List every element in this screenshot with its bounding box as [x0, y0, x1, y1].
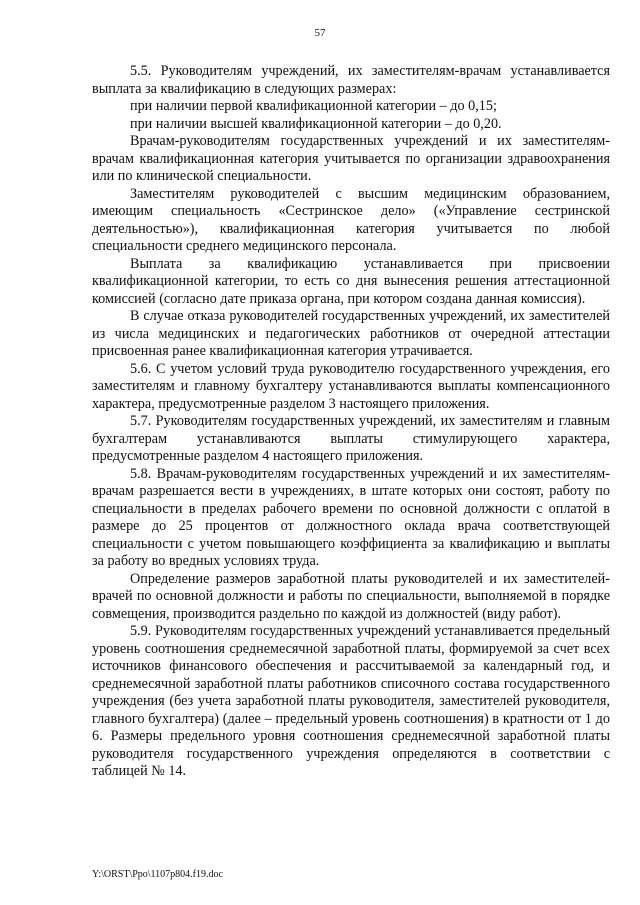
paragraph-5-9: 5.9. Руководителям государственных учреждений устанавливается предельный уровень соотношения среднемесячной заработной платы, формируемой за счет всех источников финансового обеспечения и рассчитываемой за календарный год, и среднемесячной заработной платы работников списочного состава государственного учреждения (без учета заработной платы руководителя, заместителей руководителя, главного бухгалтера) (далее – предельный уровень соотношения) в кратности от 1 до 6. Размеры предельного уровня соотношения среднемесячной заработной платы руководителя государственного учреждения определяются в соответствии с таблицей № 14. [92, 623, 610, 779]
paragraph-salary-determination: Определение размеров заработной платы руководителей и их заместителей-врачей по основной должности и работы по специальности, выполняемой в порядке совмещения, производится раздельно по каждой из должностей (виду работ). [92, 570, 610, 622]
paragraph-doctors-heads: Врачам-руководителям государственных учреждений и их заместителям-врачам квалификационная категория учитывается по организации здравоохранения или по клинической специальности. [92, 133, 610, 184]
paragraph-highest-category: при наличии высшей квалификационной категории – до 0,20. [130, 115, 502, 132]
paragraph-5-7: 5.7. Руководителям государственных учреждений, их заместителям и главным бухгалтерам устанавливаются выплаты стимулирующего характера, предусмотренные разделом 4 настоящего приложения. [92, 413, 610, 464]
file-path-footer: Y:\ORST\Ppo\1107p804.f19.doc [92, 869, 223, 880]
paragraph-deputies-nursing: Заместителям руководителей с высшим медицинским образованием, имеющим специальность «Сестринское дело» («Управление сестринской деятельностью»), квалификационная категория учитывается по любой специальности среднего медицинского персонала. [92, 185, 610, 254]
paragraph-5-8: 5.8. Врачам-руководителям государственных учреждений и их заместителям-врачам разрешается вести в учреждениях, в штате которых они состоят, работу по специальности в пределах рабочего времени по основной должности с оплатой в размере до 25 процентов от должностного оклада врача соответствующей специальности с учетом повышающего коэффициента за квалификацию и выплаты за работу во вредных условиях труда. [92, 465, 610, 569]
document-body [92, 63, 610, 781]
paragraph-qualification-payment: Выплата за квалификацию устанавливается при присвоении квалификационной категории, то есть со дня вынесения решения аттестационной комиссией (согласно дате приказа органа, при котором создана данная комиссия). [92, 255, 610, 307]
paragraph-refusal-attestation: В случае отказа руководителей государственных учреждений, их заместителей из числа медицинских и педагогических работников от очередной аттестации присвоенная ранее квалификационная категория утрачивается. [92, 308, 610, 359]
paragraph-5-5: 5.5. Руководителям учреждений, их заместителям-врачам устанавливается выплата за квалификацию в следующих размерах: [92, 63, 610, 97]
paragraph-first-category: при наличии первой квалификационной категории – до 0,15; [130, 98, 497, 114]
paragraph-5-6: 5.6. С учетом условий труда руководителю государственного учреждения, его заместителям и главному бухгалтеру устанавливаются выплаты компенсационного характера, предусмотренные разделом 3 настоящего приложения. [92, 360, 610, 412]
page-number: 57 [314, 27, 326, 39]
